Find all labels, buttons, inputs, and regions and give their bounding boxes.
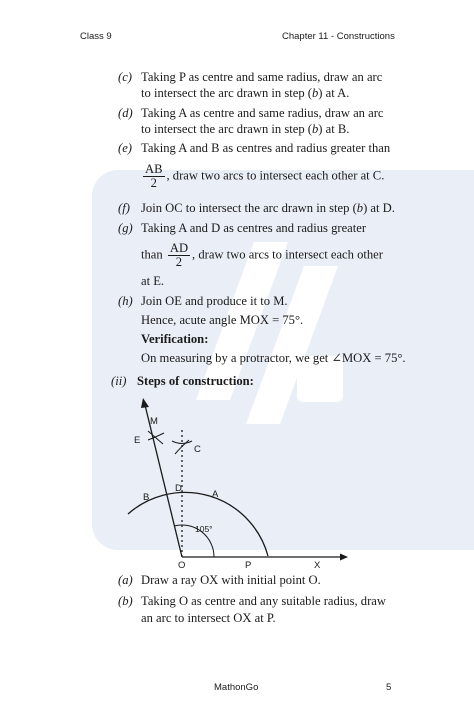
step-b-label: (b): [118, 594, 133, 608]
page-number: 5: [386, 682, 392, 693]
point-label-x: X: [314, 560, 321, 571]
verification-text: On measuring by a protractor, we get ∠MOX = 75°.: [141, 351, 406, 365]
point-label-e: E: [134, 435, 141, 446]
point-label-m: M: [150, 416, 158, 427]
step-h-label: (h): [118, 294, 133, 308]
step-h-line2: Hence, acute angle MOX = 75°.: [141, 313, 304, 327]
footer-brand: MathonGo: [214, 682, 259, 693]
step-d-line2: to intersect the arc drawn in step (b) at B.: [141, 122, 350, 136]
step-g-line2: than $\frac{AD}{2}$ , draw two arcs to intersect each other: [141, 241, 383, 269]
point-label-o: O: [178, 560, 186, 571]
step-c-line1: Taking P as centre and same radius, draw an arc: [141, 70, 383, 84]
step-c-label: (c): [118, 70, 132, 84]
step-c-line2: to intersect the arc drawn in step (b) at A.: [141, 86, 350, 100]
step-b-line2: an arc to intersect OX at P.: [141, 611, 276, 625]
point-label-d: D: [175, 483, 182, 494]
arc-cross-e-2: [148, 433, 164, 440]
header-class: Class 9: [80, 31, 112, 42]
step-a-text: Draw a ray OX with initial point O.: [141, 573, 321, 587]
step-g-label: (g): [118, 221, 133, 235]
header-chapter: Chapter 11 - Constructions: [282, 31, 395, 42]
step-g-line3: at E.: [141, 274, 165, 288]
point-label-c: C: [194, 444, 201, 455]
verification-title: Verification:: [141, 332, 209, 346]
step-g-line1: Taking A and D as centres and radius greater: [141, 221, 367, 235]
step-d-label: (d): [118, 106, 133, 120]
angle-label: 105°: [195, 524, 213, 534]
step-d-line1: Taking A as centre and same radius, draw an arc: [141, 106, 384, 120]
step-f-label: (f): [118, 201, 130, 215]
ray-om: [145, 405, 182, 557]
fraction-ab-over-2: $\frac{AB}{2}$: [145, 162, 163, 190]
step-a-label: (a): [118, 573, 133, 587]
point-label-a: A: [212, 489, 219, 500]
step-e-label: (e): [118, 141, 132, 155]
point-label-p: P: [245, 560, 252, 571]
step-e-line1: Taking A and B as centres and radius greater than: [141, 141, 391, 155]
section-ii-label: (ii): [111, 374, 127, 388]
step-e-line2: $\frac{AB}{2}$ , draw two arcs to intersect each other at C.: [145, 162, 385, 190]
step-f-line1: Join OC to intersect the arc drawn in step (b) at D.: [141, 201, 395, 215]
step-h-line1: Join OE and produce it to M.: [141, 294, 288, 308]
section-ii-title: Steps of construction:: [137, 374, 254, 388]
point-label-b: B: [143, 492, 150, 503]
fraction-ad-over-2: $\frac{AD}{2}$: [169, 241, 189, 269]
step-b-line1: Taking O as centre and any suitable radius, draw: [141, 594, 386, 608]
arrowhead-m-icon: [141, 398, 149, 408]
arrowhead-x-icon: [340, 554, 348, 561]
